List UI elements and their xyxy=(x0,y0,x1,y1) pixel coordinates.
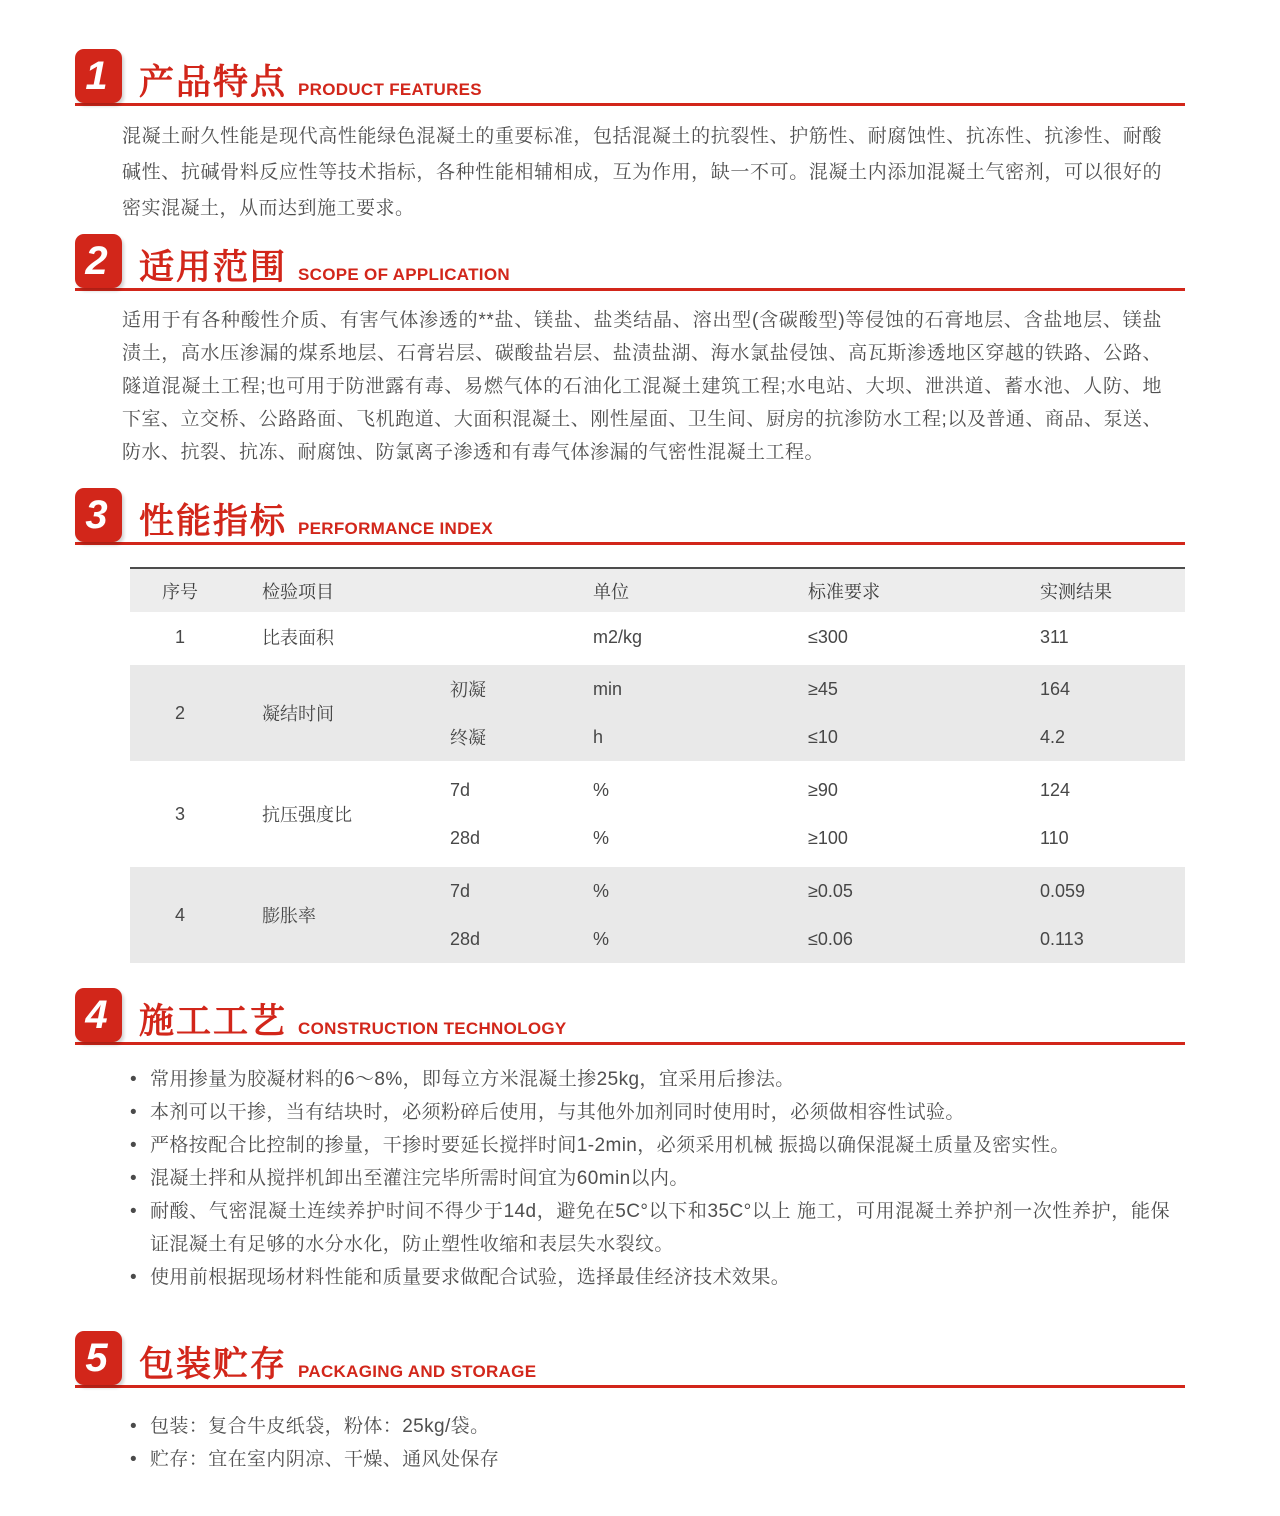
section-number-badge xyxy=(75,1331,122,1385)
cell-unit: m2/kg xyxy=(593,626,643,647)
section-number-badge xyxy=(75,234,122,288)
cell-standard: ≤10 xyxy=(808,726,838,747)
section-number: 1 xyxy=(85,53,108,98)
bullet-item: • 耐酸、气密混凝土连续养护时间不得少于14d，避免在5C°以下和35C°以上 施工，可用混凝土养护剂一次性养护，能保证混凝土有足够的水分水化，防止塑性收缩和表层失水裂纹。 xyxy=(128,1195,1170,1261)
packaging-bullet-list xyxy=(128,1410,1170,1476)
performance-table xyxy=(130,567,1185,963)
section-header xyxy=(75,491,1185,545)
cell-unit: min xyxy=(593,678,623,699)
section-number: 4 xyxy=(85,992,108,1037)
section-construction-technology xyxy=(0,991,1280,1294)
section-title-cn: 性能指标 xyxy=(139,502,288,541)
cell-unit: % xyxy=(593,928,610,949)
cell-sub xyxy=(420,614,570,660)
cell-result: 311 xyxy=(1040,626,1069,647)
cell-sub: 7d xyxy=(450,880,471,901)
cell-item: 膨胀率 xyxy=(262,906,316,926)
cell-result: 4.2 xyxy=(1040,726,1066,747)
cell-result: 0.113 xyxy=(1040,928,1084,949)
bullet-item: • 包装：复合牛皮纸袋，粉体：25kg/袋。 xyxy=(128,1410,1170,1443)
cell-item: 凝结时间 xyxy=(262,704,334,724)
table-row-compressive-strength-ratio xyxy=(130,766,1185,862)
bullet-item: • 贮存：宜在室内阴凉、干燥、通风处保存 xyxy=(128,1443,1170,1476)
section-title-cn: 包装贮存 xyxy=(139,1345,288,1384)
cell-sub: 终凝 xyxy=(450,728,486,748)
cell-item: 抗压强度比 xyxy=(262,805,352,825)
section-number: 2 xyxy=(85,238,108,283)
section-header xyxy=(75,991,1185,1045)
cell-result: 0.059 xyxy=(1040,880,1086,901)
cell-sub: 7d xyxy=(450,779,471,800)
cell-unit: % xyxy=(593,827,610,848)
section-number-badge xyxy=(75,49,122,103)
section-number-badge xyxy=(75,488,122,542)
cell-no: 3 xyxy=(174,803,185,824)
header-cell-item: 检验项目 xyxy=(262,581,334,602)
cell-no: 2 xyxy=(174,702,185,723)
cell-standard: ≥0.05 xyxy=(808,880,853,901)
section-title-cn: 产品特点 xyxy=(139,63,288,102)
cell-no: 4 xyxy=(174,904,185,925)
header-cell-no: 序号 xyxy=(162,581,198,602)
section-title-en: SCOPE OF APPLICATION xyxy=(298,265,510,284)
section-header xyxy=(75,52,1185,106)
section-header xyxy=(75,1334,1185,1388)
section-number: 5 xyxy=(85,1335,108,1380)
cell-result: 124 xyxy=(1040,779,1071,800)
header-cell-standard: 标准要求 xyxy=(808,581,880,602)
section-number-badge xyxy=(75,988,122,1042)
cell-unit: h xyxy=(593,726,604,747)
table-row-setting-time xyxy=(130,665,1185,761)
table-row-specific-surface xyxy=(130,614,1185,660)
section-number: 3 xyxy=(85,492,108,537)
bullet-item: • 常用掺量为胶凝材料的6～8%，即每立方米混凝土掺25kg，宜采用后掺法。 xyxy=(128,1063,1170,1096)
bullet-item: • 本剂可以干掺，当有结块时，必须粉碎后使用，与其他外加剂同时使用时，必须做相容性试验。 xyxy=(128,1096,1170,1129)
header-cell-result: 实测结果 xyxy=(1040,581,1112,602)
scope-paragraph: 适用于有各种酸性介质、有害气体渗透的**盐、镁盐、盐类结晶、溶出型(含碳酸型)等侵蚀的石膏地层、含盐地层、镁盐渍土，高水压渗漏的煤系地层、石膏岩层、碳酸盐岩层、盐渍盐湖、海水氯盐侵蚀、高瓦斯渗透地区穿越的铁路、公路、隧道混凝土工程;也可用于防泄露有毒、易燃气体的石油化工混凝土建筑工程;水电站、大坝、泄洪道、蓄水池、人防、地下室、立交桥、公路路面、飞机跑道、大面积混凝土、刚性屋面、卫生间、厨房的抗渗防水工程;以及普通、商品、泵送、防水、抗裂、抗冻、耐腐蚀、防氯离子渗透和有毒气体渗漏的气密性混凝土工程。 xyxy=(122,310,1162,463)
section-performance-index xyxy=(0,491,1280,963)
cell-item: 比表面积 xyxy=(262,628,334,648)
section-product-features xyxy=(0,52,1280,227)
section-title-cn: 适用范围 xyxy=(139,248,288,287)
cell-standard: ≤300 xyxy=(808,626,848,647)
section-header xyxy=(75,237,1185,291)
bullet-item: • 混凝土拌和从搅拌机卸出至灌注完毕所需时间宜为60min以内。 xyxy=(128,1162,1170,1195)
section-scope-of-application xyxy=(0,237,1280,469)
cell-result: 164 xyxy=(1040,678,1071,699)
cell-unit: % xyxy=(593,779,610,800)
cell-standard: ≥90 xyxy=(808,779,838,800)
bullet-item: • 使用前根据现场材料性能和质量要求做配合试验，选择最佳经济技术效果。 xyxy=(128,1261,1170,1294)
cell-sub: 初凝 xyxy=(450,680,486,700)
cell-standard: ≥45 xyxy=(808,678,838,699)
cell-sub: 28d xyxy=(450,827,481,848)
cell-standard: ≥100 xyxy=(808,827,848,848)
cell-no: 1 xyxy=(174,626,185,647)
cell-sub: 28d xyxy=(450,928,481,949)
section-title-en: PACKAGING AND STORAGE xyxy=(298,1362,537,1381)
construction-bullet-list xyxy=(128,1063,1170,1294)
section-title-cn: 施工工艺 xyxy=(139,1002,288,1041)
table-header-row xyxy=(130,569,1185,614)
section-title-en: CONSTRUCTION TECHNOLOGY xyxy=(298,1019,567,1038)
cell-standard: ≤0.06 xyxy=(808,928,853,949)
header-cell-unit: 单位 xyxy=(593,581,629,602)
cell-unit: % xyxy=(593,880,610,901)
section-packaging-storage xyxy=(0,1334,1280,1476)
cell-result: 110 xyxy=(1040,827,1069,848)
bullet-item: • 严格按配合比控制的掺量，干掺时要延长搅拌时间1-2min，必须采用机械 振捣以确保混凝土质量及密实性。 xyxy=(128,1129,1170,1162)
table-row-expansion-rate xyxy=(130,867,1185,963)
section-title-en: PRODUCT FEATURES xyxy=(298,80,482,99)
section-title-en: PERFORMANCE INDEX xyxy=(298,519,493,538)
features-paragraph: 混凝土耐久性能是现代高性能绿色混凝土的重要标准，包括混凝土的抗裂性、护筋性、耐腐蚀性、抗冻性、抗渗性、耐酸碱性、抗碱骨料反应性等技术指标，各种性能相辅相成，互为作用，缺一不可。混凝土内添加混凝土气密剂，可以很好的密实混凝土，从而达到施工要求。 xyxy=(122,126,1162,219)
